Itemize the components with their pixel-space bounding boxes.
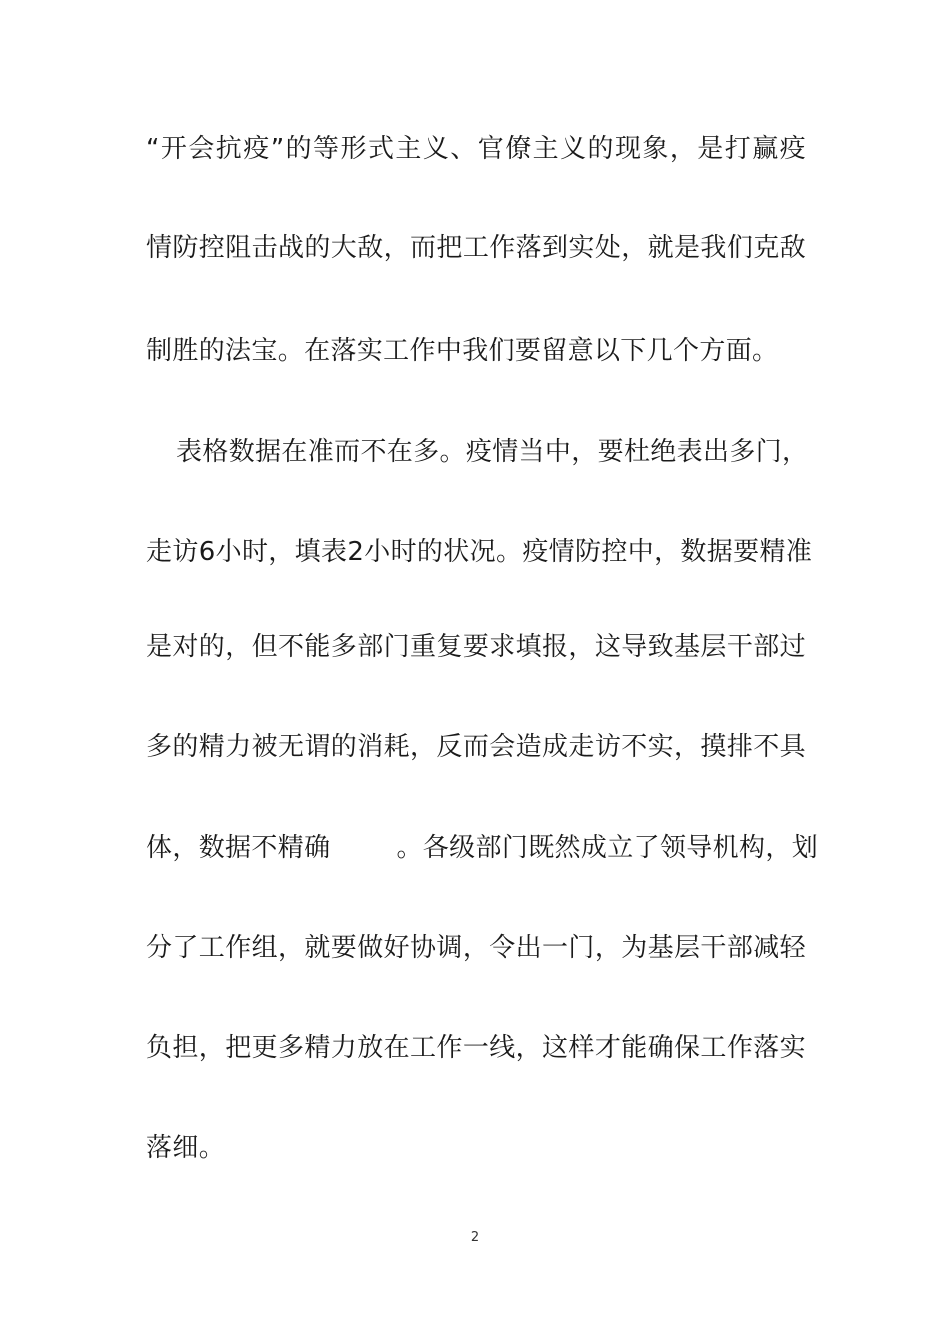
paragraph-line-8-part-1: 体，数据不精确 <box>146 833 331 863</box>
paragraph-line-2: 情防控阻击战的大敌，而把工作落到实处，就是我们克敌 <box>146 233 806 263</box>
paragraph-line-9: 分了工作组，就要做好协调，令出一门，为基层干部减轻 <box>146 933 806 963</box>
paragraph-line-3: 制胜的法宝。在落实工作中我们要留意以下几个方面。 <box>146 336 779 366</box>
page-number: 2 <box>470 1230 480 1245</box>
paragraph-line-7: 多的精力被无谓的消耗，反而会造成走访不实，摸排不具 <box>146 732 806 762</box>
paragraph-line-11: 落细。 <box>146 1133 226 1163</box>
paragraph-line-8-part-2: 。各级部门既然成立了领导机构，划 <box>396 833 819 863</box>
paragraph-line-10: 负担，把更多精力放在工作一线，这样才能确保工作落实 <box>146 1033 806 1063</box>
paragraph-line-5: 走访6小时，填表2小时的状况。疫情防控中，数据要精准 <box>146 537 813 567</box>
paragraph-line-1: “开会抗疫”的等形式主义、官僚主义的现象，是打赢疫 <box>146 134 806 164</box>
paragraph-line-8 <box>146 830 819 866</box>
paragraph-line-4: 表格数据在准而不在多。疫情当中，要杜绝表出多门， <box>176 437 809 467</box>
paragraph-line-6: 是对的，但不能多部门重复要求填报，这导致基层干部过 <box>146 632 806 662</box>
